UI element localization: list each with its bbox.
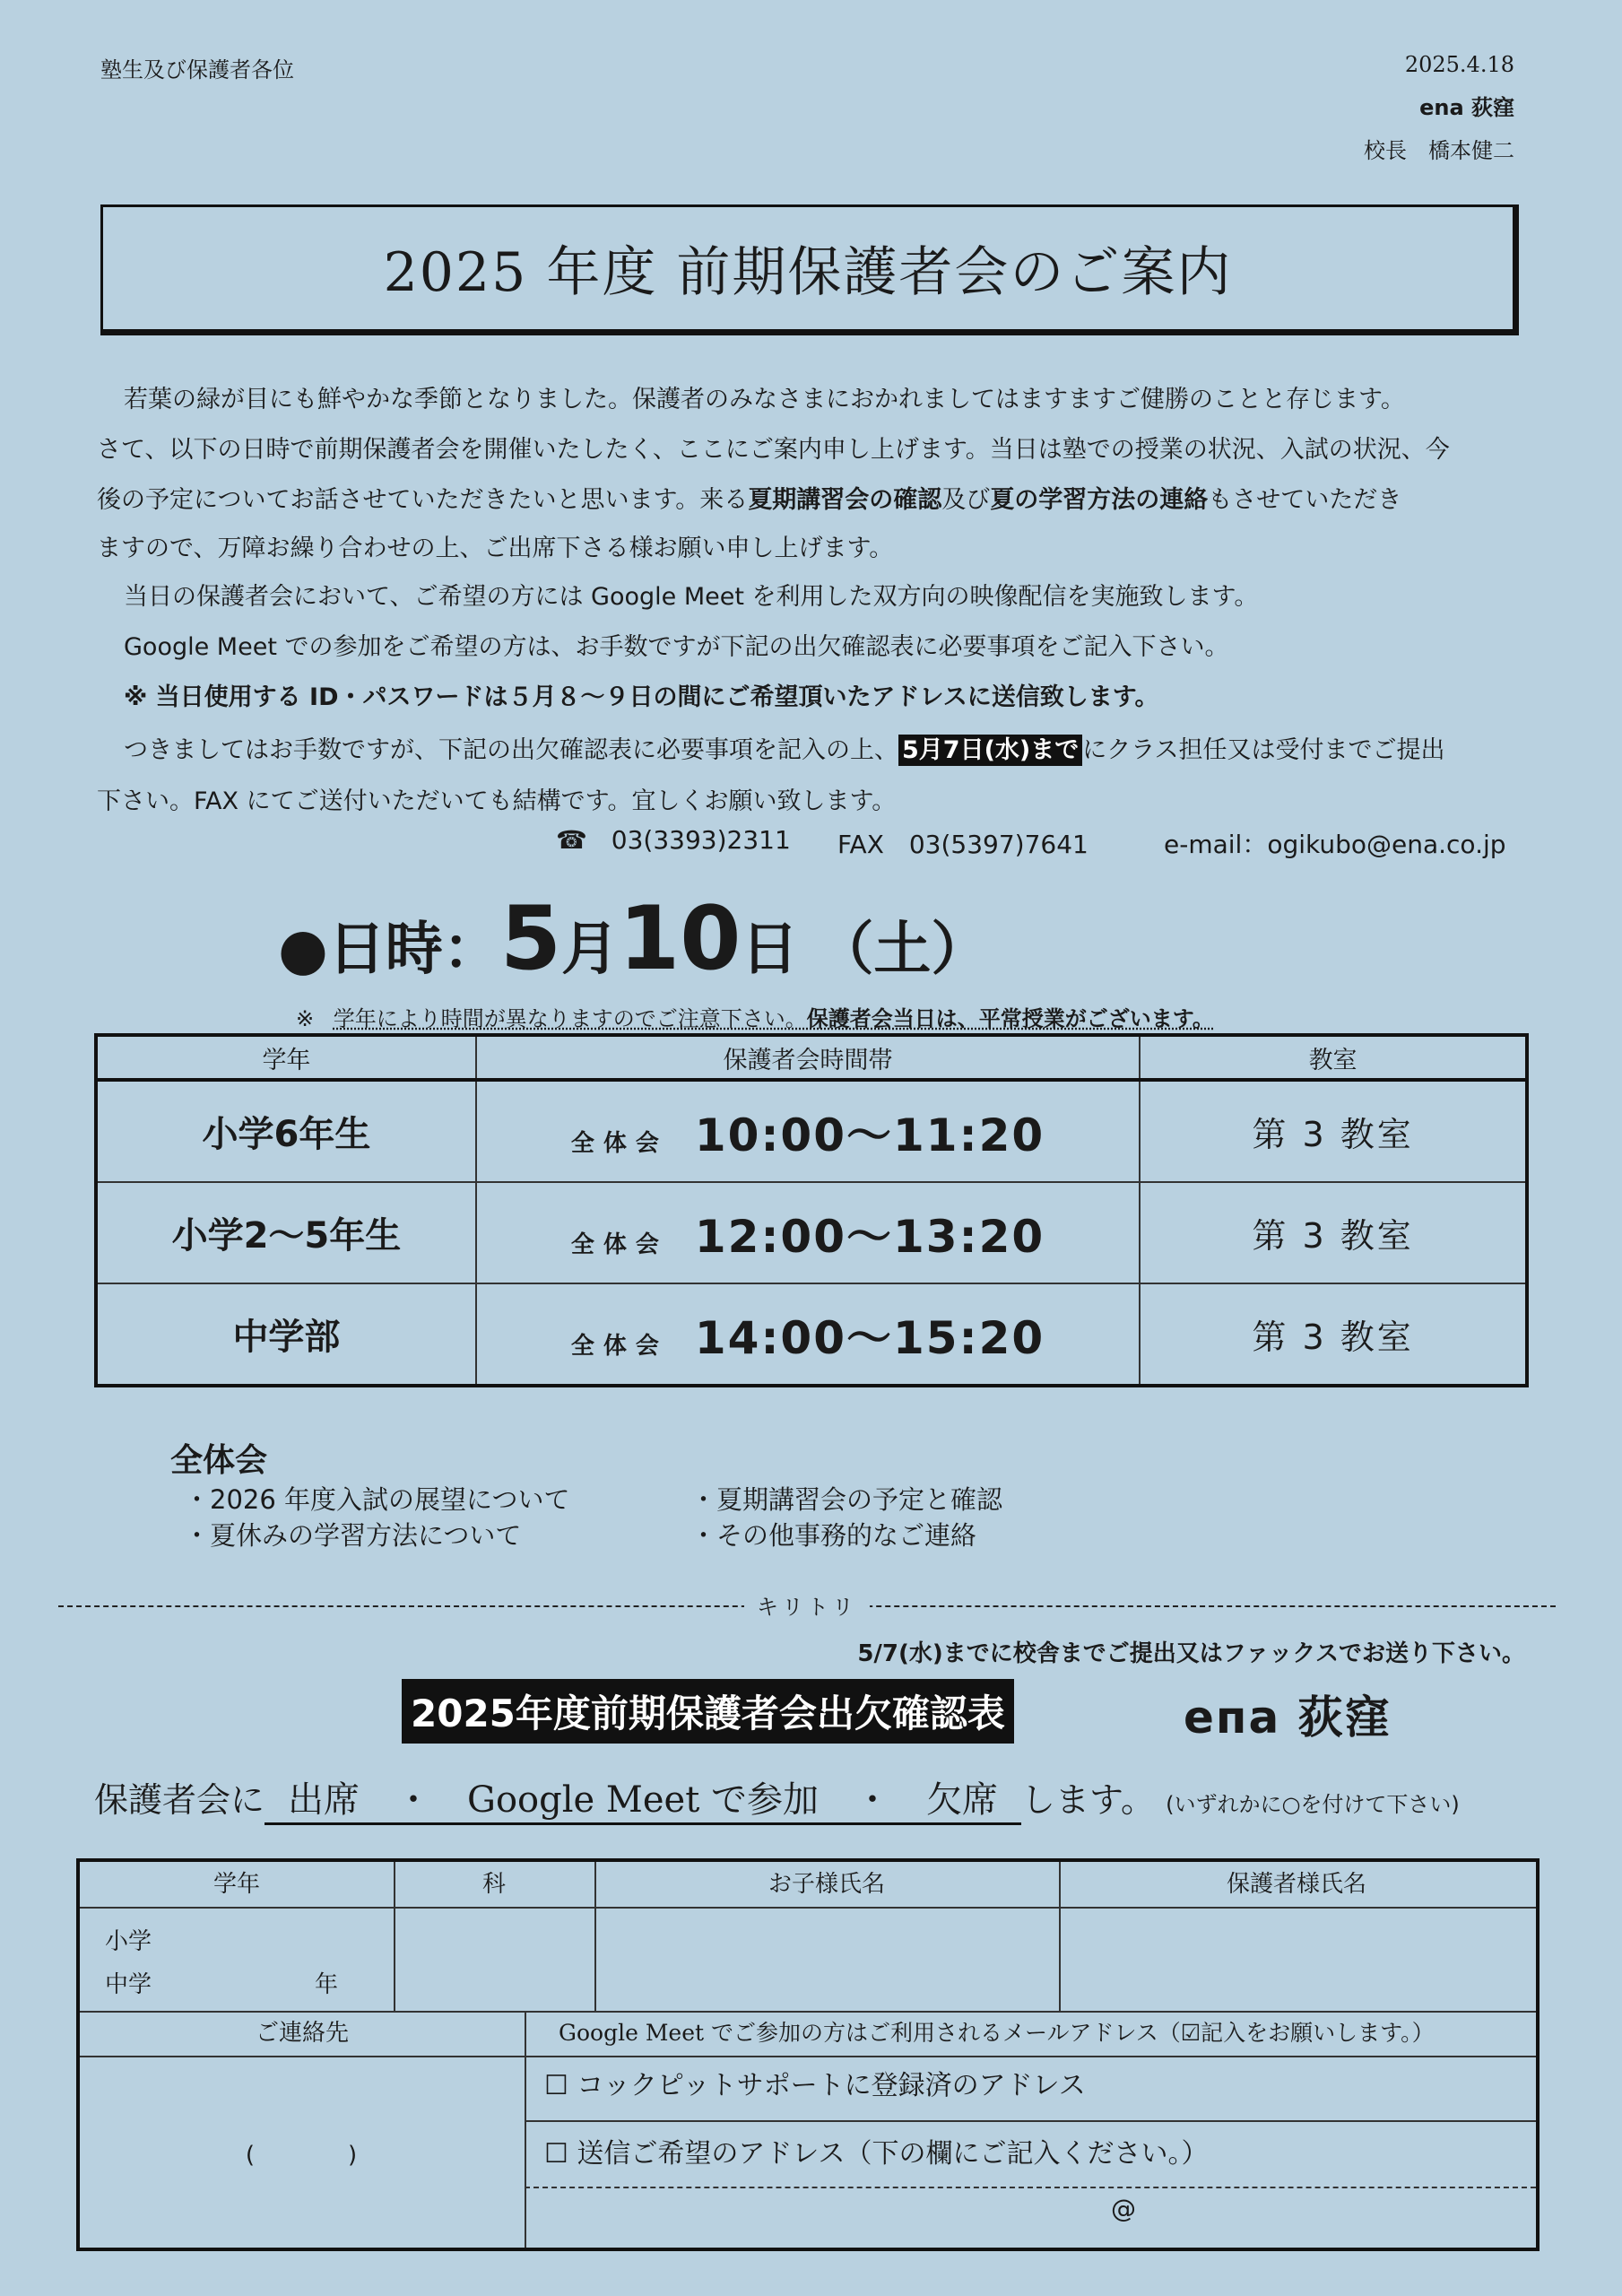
option-registered-address[interactable]: ☐ コックピットサポートに登録済のアドレス [544, 2070, 1086, 2101]
room-cell: 第 3 教室 [1140, 1080, 1525, 1182]
form-header-subject: 科 [481, 1871, 506, 1898]
issue-date: 2025.4.18 [1404, 52, 1514, 77]
schedule-table [94, 1033, 1529, 1387]
principal-name: 校長 橋本健二 [1364, 138, 1514, 163]
form-header-parent-name: 保護者様氏名 [1226, 1871, 1366, 1898]
agenda-item: ・2026 年度入試の展望について [184, 1484, 570, 1515]
table-row [98, 1283, 1525, 1384]
form-header-child-name: お子様氏名 [768, 1871, 885, 1898]
email-address: e-mail：ogikubo@ena.co.jp [1164, 830, 1506, 859]
phone-number: ☎ 03(3393)2311 [556, 825, 791, 855]
deadline-highlight: 5月7日(水)まで [898, 735, 1082, 766]
paragraph-greeting: 若葉の緑が目にも鮮やかな季節となりました。保護者のみなさまにおかれましてはますますご健勝のことと存じます。 [124, 386, 1405, 413]
grade-junior: 中学 [105, 1971, 152, 1998]
paragraph-id-password-note: ※ 当日使用する ID・パスワードは５月８～９日の間にご希望頂いたアドレスに送信致します。 [124, 683, 1159, 711]
grade-cell: 小学2～5年生 [98, 1182, 476, 1283]
at-sign: @ [1111, 2194, 1136, 2223]
attendance-options[interactable]: 出席 ・ Google Meet で参加 ・ 欠席 [265, 1771, 1021, 1825]
table-row [98, 1182, 1525, 1283]
agenda-item: ・その他事務的なご連絡 [690, 1520, 977, 1551]
submit-note: 5/7(水)までに校舎までご提出又はファックスでお送り下さい。 [857, 1640, 1525, 1667]
paragraph-topics: 後の予定についてお話させていただきたいと思います。来る夏期講習会の確認及び夏の学習方法の連絡もさせていただき [97, 486, 1402, 514]
option-new-address[interactable]: ☐ 送信ご希望のアドレス（下の欄にご記入ください。） [544, 2138, 1209, 2170]
column-header-room: 教室 [1140, 1037, 1525, 1080]
body-text [97, 375, 1531, 825]
email-input-field[interactable] [1111, 2194, 1136, 2223]
room-cell: 第 3 教室 [1140, 1283, 1525, 1384]
paragraph-google-meet: 当日の保護者会において、ご希望の方には Google Meet を利用した双方向の映像配信を実施致します。 [124, 583, 1259, 611]
time-cell: 全体会 12:00～13:20 [476, 1182, 1140, 1283]
room-cell: 第 3 教室 [1140, 1182, 1525, 1283]
attendance-line: 保護者会に 出席 ・ Google Meet で参加 ・ 欠席 します。 (いずれかに○を付けて下さい) [94, 1771, 1460, 1825]
phone-icon: ☎ [556, 825, 587, 855]
grade-elementary: 小学 [105, 1928, 152, 1955]
grade-year: 年 [315, 1971, 339, 1998]
attendance-form [76, 1858, 1540, 2251]
time-cell: 全体会 10:00～11:20 [476, 1080, 1140, 1182]
grade-cell: 中学部 [98, 1283, 476, 1384]
time-cell: 全体会 14:00～15:20 [476, 1283, 1140, 1384]
school-logo: eпa 荻窪 [1184, 1692, 1392, 1744]
agenda-item: ・夏休みの学習方法について [184, 1520, 522, 1551]
column-header-grade: 学年 [98, 1037, 476, 1080]
contact-header: ご連絡先 [255, 2020, 349, 2047]
paragraph-request: ますので、万障お繰り合わせの上、ご出席下さる様お願い申し上げます。 [97, 535, 894, 562]
column-header-time: 保護者会時間帯 [476, 1037, 1140, 1080]
subject-field[interactable] [395, 1909, 593, 2009]
meet-email-header: Google Meet でご参加の方はご利用されるメールアドレス（☑記入をお願いします。） [559, 2020, 1435, 2046]
contact-phone-field[interactable]: ( ) [245, 2141, 358, 2169]
event-datetime: ●日時：5月10日 （土） [278, 888, 989, 990]
fax-number: FAX 03(5397)7641 [837, 830, 1089, 859]
page-title: 2025 年度 前期保護者会のご案内 [100, 204, 1519, 335]
paragraph-announcement: さて、以下の日時で前期保護者会を開催いたしたく、ここにご案内申し上げます。当日は塾での授業の状況、入試の状況、今 [97, 436, 1450, 464]
paragraph-closing: 下さい。FAX にてご送付いただいても結構です。宜しくお願い致します。 [97, 787, 897, 815]
recipients: 塾生及び保護者各位 [100, 57, 294, 83]
agenda-item: ・夏期講習会の予定と確認 [690, 1484, 1003, 1515]
paragraph-deadline: つきましてはお手数ですが、下記の出欠確認表に必要事項を記入の上、 5月7日(水)まで にクラス担任又は受付までご提出 [124, 736, 1445, 764]
parent-name-field[interactable] [1061, 1909, 1532, 2009]
agenda-title: 全体会 [170, 1442, 268, 1479]
child-name-field[interactable] [596, 1909, 1057, 2009]
paragraph-meet-registration: Google Meet での参加をご希望の方は、お手数ですが下記の出欠確認表に必要事項をご記入下さい。 [124, 633, 1229, 661]
form-header-grade: 学年 [213, 1871, 260, 1898]
grade-cell: 小学6年生 [98, 1080, 476, 1182]
cut-label: キリトリ [744, 1589, 870, 1621]
form-title: 2025年度前期保護者会出欠確認表 [402, 1679, 1014, 1744]
schedule-note: ※ 学年により時間が異なりますのでご注意下さい。保護者会当日は、平常授業がございます。 [296, 1006, 1214, 1031]
school-name: ena 荻窪 [1419, 95, 1514, 120]
table-row [98, 1080, 1525, 1182]
